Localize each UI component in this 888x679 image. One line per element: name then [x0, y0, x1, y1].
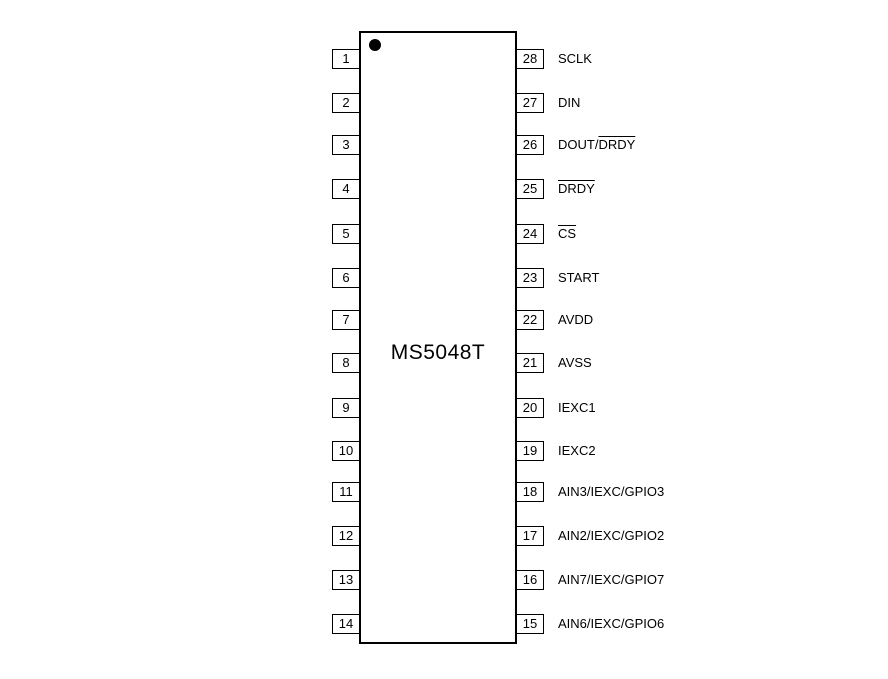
pin-15-number: 15 — [517, 614, 544, 634]
pin-22-label — [558, 312, 593, 328]
pin-1-number: 1 — [332, 49, 359, 69]
pin-28-label-text: SCLK — [558, 51, 592, 66]
pin-20-number: 20 — [517, 398, 544, 418]
pin-15-label — [558, 616, 664, 632]
pin-7-number: 7 — [332, 310, 359, 330]
pin-16-label — [558, 572, 664, 588]
pin-6-number: 6 — [332, 268, 359, 288]
pin-25-number: 25 — [517, 179, 544, 199]
pin-22-label-text: AVDD — [558, 312, 594, 327]
pin-17-label — [558, 528, 664, 544]
pin-15-label-text: AIN6/IEXC/GPIO6 — [558, 616, 665, 631]
pin-13-number: 13 — [332, 570, 359, 590]
chip-name: MS5048T — [390, 341, 486, 364]
pin-23-label — [558, 270, 599, 286]
pin-24-label-text: $\overline{CS}$ — [558, 226, 577, 241]
pin-16-number: 16 — [517, 570, 544, 590]
pin1-indicator-dot — [369, 39, 381, 51]
pin-28-label — [558, 51, 592, 67]
pin-25-label — [558, 181, 595, 197]
pin-8-number: 8 — [332, 353, 359, 373]
pin-20-label — [558, 400, 596, 416]
pin-26-label-overline-text: DRDY — [598, 137, 636, 152]
pin-3-number: 3 — [332, 135, 359, 155]
pin-23-label-text: START — [558, 270, 600, 285]
pin-14-number: 14 — [332, 614, 359, 634]
pin-24-number: 24 — [517, 224, 544, 244]
pin-26-label — [558, 137, 635, 153]
pin-19-number: 19 — [517, 441, 544, 461]
pin-16-label-text: AIN7/IEXC/GPIO7 — [558, 572, 665, 587]
pin-25-label-text: DRDY — [558, 181, 595, 196]
pin-23-number: 23 — [517, 268, 544, 288]
pin-10-number: 10 — [332, 441, 359, 461]
pin-27-number: 27 — [517, 93, 544, 113]
pin-5-number: 5 — [332, 224, 359, 244]
pin-18-label-text: AIN3/IEXC/GPIO3 — [558, 484, 665, 499]
pin-26-number: 26 — [517, 135, 544, 155]
pin-24-label — [558, 226, 576, 242]
pin-27-label — [558, 95, 580, 111]
pin-2-number: 2 — [332, 93, 359, 113]
pin-21-label — [558, 355, 592, 371]
pin-26-label-text: DOUT/ — [558, 137, 599, 152]
pin-12-number: 12 — [332, 526, 359, 546]
pin-20-label-text: IEXC1 — [558, 400, 596, 415]
pin-17-number: 17 — [517, 526, 544, 546]
pin-21-label-text: AVSS — [558, 355, 592, 370]
pin-18-label — [558, 484, 664, 500]
pin-4-number: 4 — [332, 179, 359, 199]
pin-9-number: 9 — [332, 398, 359, 418]
pin-19-label — [558, 443, 596, 459]
pin-28-number: 28 — [517, 49, 544, 69]
pin-21-number: 21 — [517, 353, 544, 373]
pin-11-number: 11 — [332, 482, 359, 502]
chip-body — [359, 31, 517, 644]
pin-22-number: 22 — [517, 310, 544, 330]
pin-19-label-text: IEXC2 — [558, 443, 596, 458]
pin-18-number: 18 — [517, 482, 544, 502]
pin-27-label-text: DIN — [558, 95, 581, 110]
pin-17-label-text: AIN2/IEXC/GPIO2 — [558, 528, 665, 543]
